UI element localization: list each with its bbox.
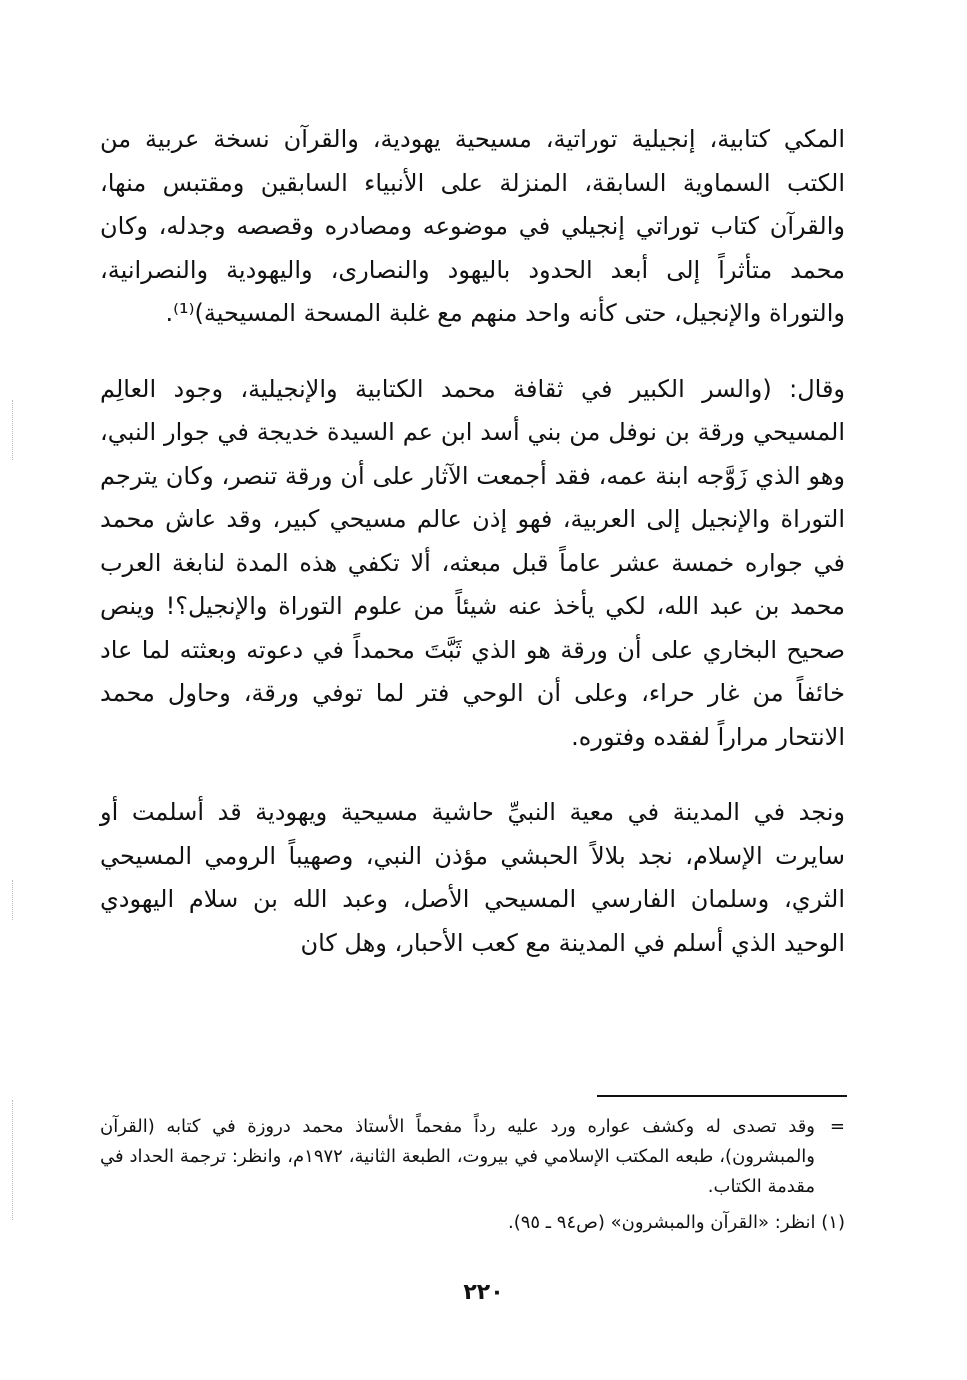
margin-scan-marks (12, 880, 15, 920)
paragraph-2: وقال: (والسر الكبير في ثقافة محمد الكتابية والإنجيلية، وجود العالِم المسيحي ورقة بن نوفل من بني أسد ابن عم السيدة خديجة في جوار النبي، وهو الذي زَوَّجه ابنة عمه، فقد أجمعت الآثار على أن ورقة تنصر، وكان يترجم التوراة والإنجيل إلى العربية، فهو إذن عالم مسيحي كبير، وقد عاش محمد في جواره خمسة عشر عاماً قبل مبعثه، ألا تكفي هذه المدة لنابغة العرب محمد بن عبد الله، لكي يأخذ عنه شيئاً من علوم التوراة والإنجيل؟! وينص صحيح البخاري على أن ورقة هو الذي ثَبَّتَ محمداً في دعوته وبعثته لما عاد خائفاً من غار حراء، وعلى أن الوحي فتر لما توفي ورقة، وحاول محمد الانتحار مراراً لفقده وفتوره. (100, 374, 845, 751)
paragraph-3: ونجد في المدينة في معية النبيِّ حاشية مسيحية ويهودية قد أسلمت أو سايرت الإسلام، نجد بلالاً الحبشي مؤذن النبي، وصهيباً الرومي المسيحي الثري، وسلمان الفارسي المسيحي الأصل، وعبد الله بن سلام اليهودي الوحيد الذي أسلم في المدينة مع كعب الأحبار، وهل كان (100, 798, 845, 957)
footnote-1: (١) انظر: «القرآن والمبشرون» (ص٩٤ ـ ٩٥). (507, 1212, 845, 1233)
margin-scan-marks (12, 1100, 15, 1220)
footnote-continuation-text: وقد تصدى له وكشف عواره ورد عليه رداً مفحماً الأستاذ محمد دروزة في كتابه (القرآن والمبشرون)، طبعه المكتب الإسلامي في بيروت، الطبعة الثانية، ١٩٧٢م، وانظر: ترجمة الحداد في مقدمة الكتاب. (100, 1116, 815, 1197)
page-number: ٢٢٠ (463, 1280, 504, 1305)
footnote-continuation (100, 1112, 845, 1202)
paragraph-1: المكي كتابية، إنجيلية توراتية، مسيحية يهودية، والقرآن نسخة عربية من الكتب السماوية السابقة، المنزلة على الأنبياء السابقين ومقتبس منها، والقرآن كتاب توراتي إنجيلي في موضوعه ومصادره وقصصه وجدله، وكان محمد متأثراً إلى أبعد الحدود باليهود والنصارى، واليهودية والنصرانية، والتوراة والإنجيل، حتى كأنه واحد منهم مع غلبة المسحة المسيحية)⁽¹⁾. (100, 125, 845, 327)
footnote-continuation-marker: = (829, 1116, 845, 1137)
footnote-separator (597, 1095, 847, 1097)
page-body (100, 118, 845, 965)
margin-scan-marks (12, 400, 15, 460)
footnotes (100, 1112, 845, 1238)
